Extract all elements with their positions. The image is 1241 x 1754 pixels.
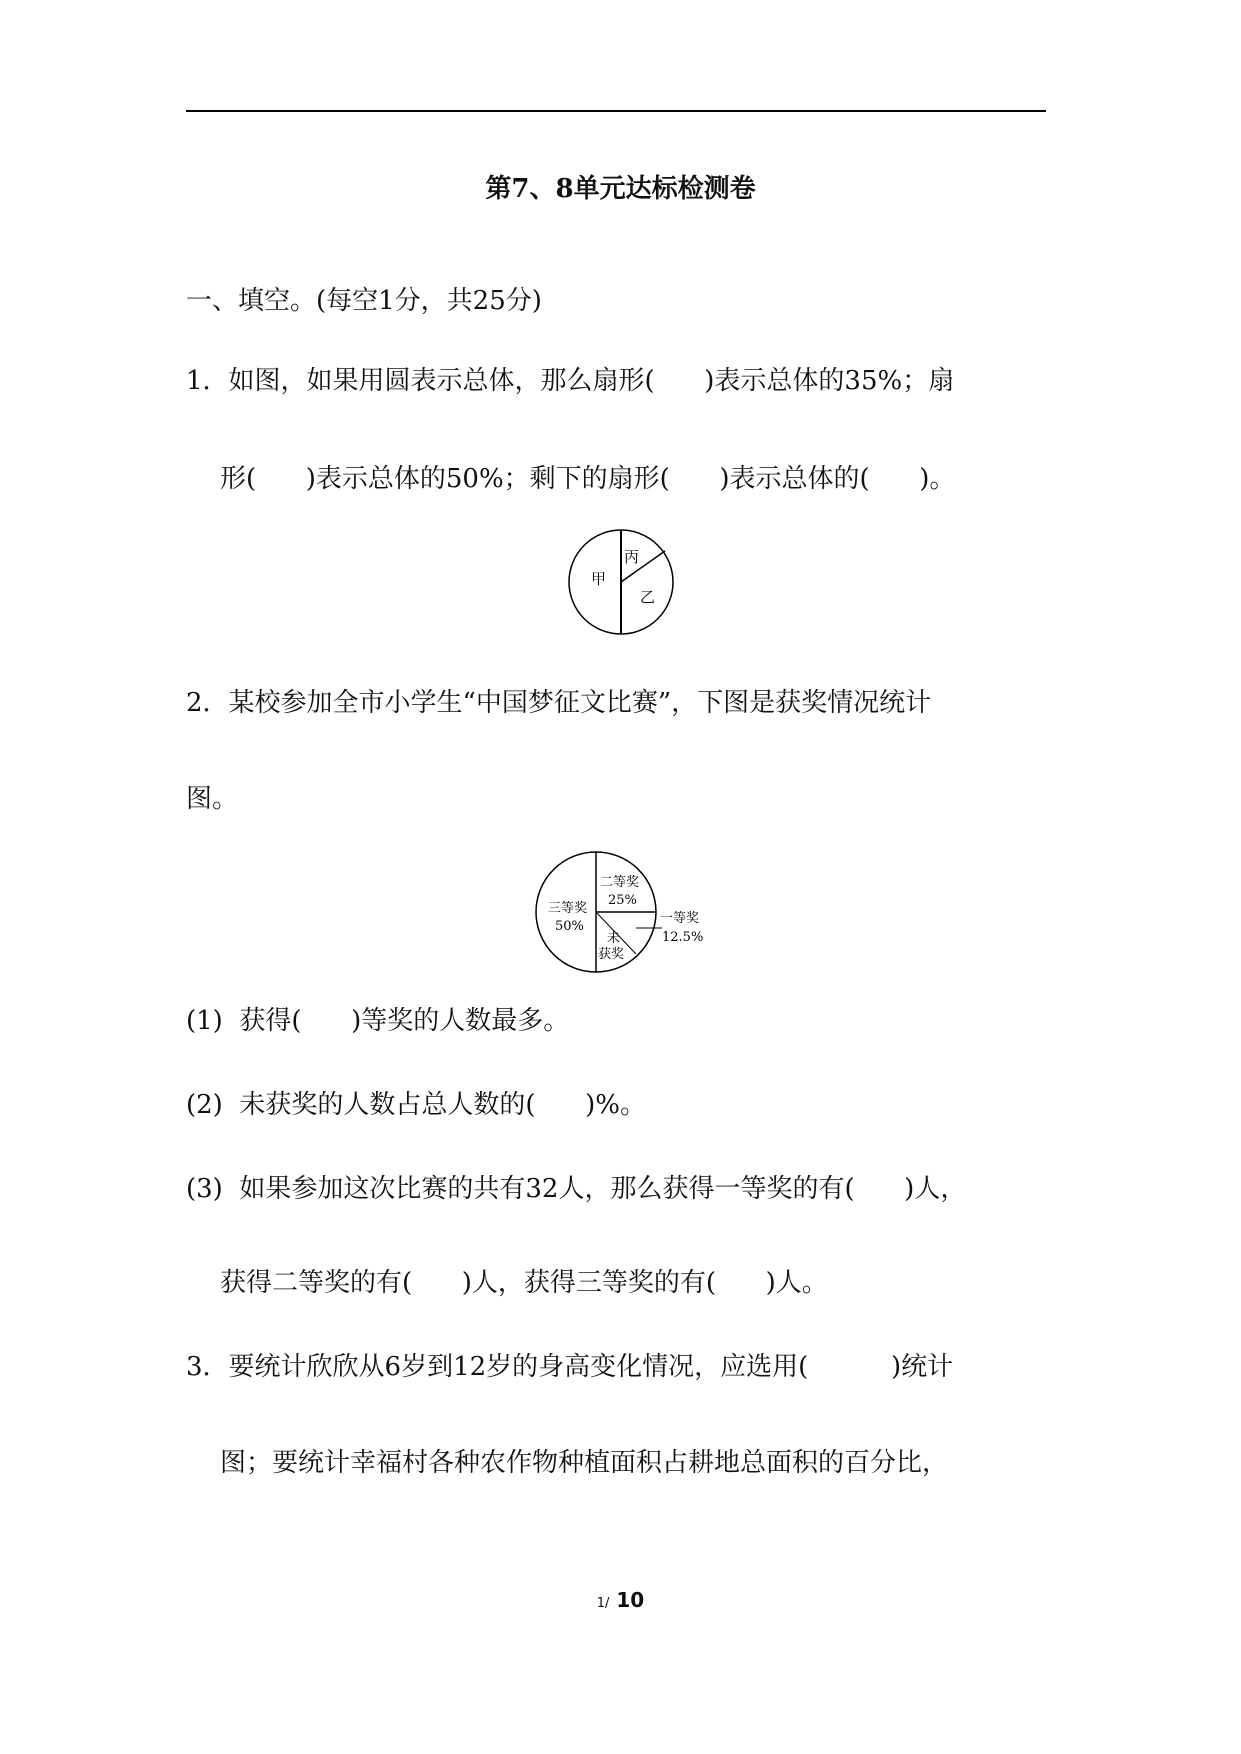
q1-line1: 1．如图，如果用圆表示总体，那么扇形( )表示总体的35%；扇 bbox=[186, 366, 955, 396]
page-title: 第7、8单元达标检测卷 bbox=[485, 174, 756, 204]
page-current: 1/ bbox=[596, 1596, 610, 1611]
slice-label-third: 三等奖 bbox=[548, 901, 588, 916]
q3-line2: 图；要统计幸福村各种农作物种植面积占耕地总面积的百分比， bbox=[220, 1448, 949, 1478]
q2-line2: 图。 bbox=[186, 784, 239, 814]
q2-line1: 2．某校参加全市小学生“中国梦征文比赛”，下图是获奖情况统计 bbox=[186, 688, 932, 718]
q2-sub3-line2: 获得二等奖的有( )人，获得三等奖的有( )人。 bbox=[220, 1268, 828, 1298]
slice-label-none-bottom: 获奖 bbox=[598, 947, 625, 962]
slice-label-second: 二等奖 bbox=[600, 875, 640, 890]
slice-value-third: 50% bbox=[555, 919, 584, 934]
header-rule bbox=[186, 110, 1046, 112]
slice-value-first: 12.5% bbox=[662, 930, 704, 945]
q2-sub3-line1: (3) 如果参加这次比赛的共有32人，那么获得一等奖的有( )人， bbox=[186, 1174, 967, 1204]
q2-sub1: (1) 获得( )等奖的人数最多。 bbox=[186, 1006, 570, 1036]
slice-value-second: 25% bbox=[608, 893, 637, 908]
q2-sub2: (2) 未获奖的人数占总人数的( )%。 bbox=[186, 1090, 646, 1120]
page-total: 10 bbox=[616, 1588, 645, 1612]
slice-label-first: 一等奖 bbox=[660, 911, 700, 926]
sector-label-bing: 丙 bbox=[624, 548, 640, 566]
q1-line2: 形( )表示总体的50%；剩下的扇形( )表示总体的( )。 bbox=[220, 464, 956, 494]
slice-label-none-top: 未 bbox=[607, 931, 621, 946]
section-heading: 一、填空。(每空1分，共25分) bbox=[186, 286, 542, 316]
sector-label-yi: 乙 bbox=[640, 588, 656, 606]
sector-label-jia: 甲 bbox=[591, 570, 607, 588]
q3-line1: 3．要统计欣欣从6岁到12岁的身高变化情况，应选用( )统计 bbox=[186, 1352, 954, 1382]
page-number bbox=[0, 1588, 1241, 1612]
